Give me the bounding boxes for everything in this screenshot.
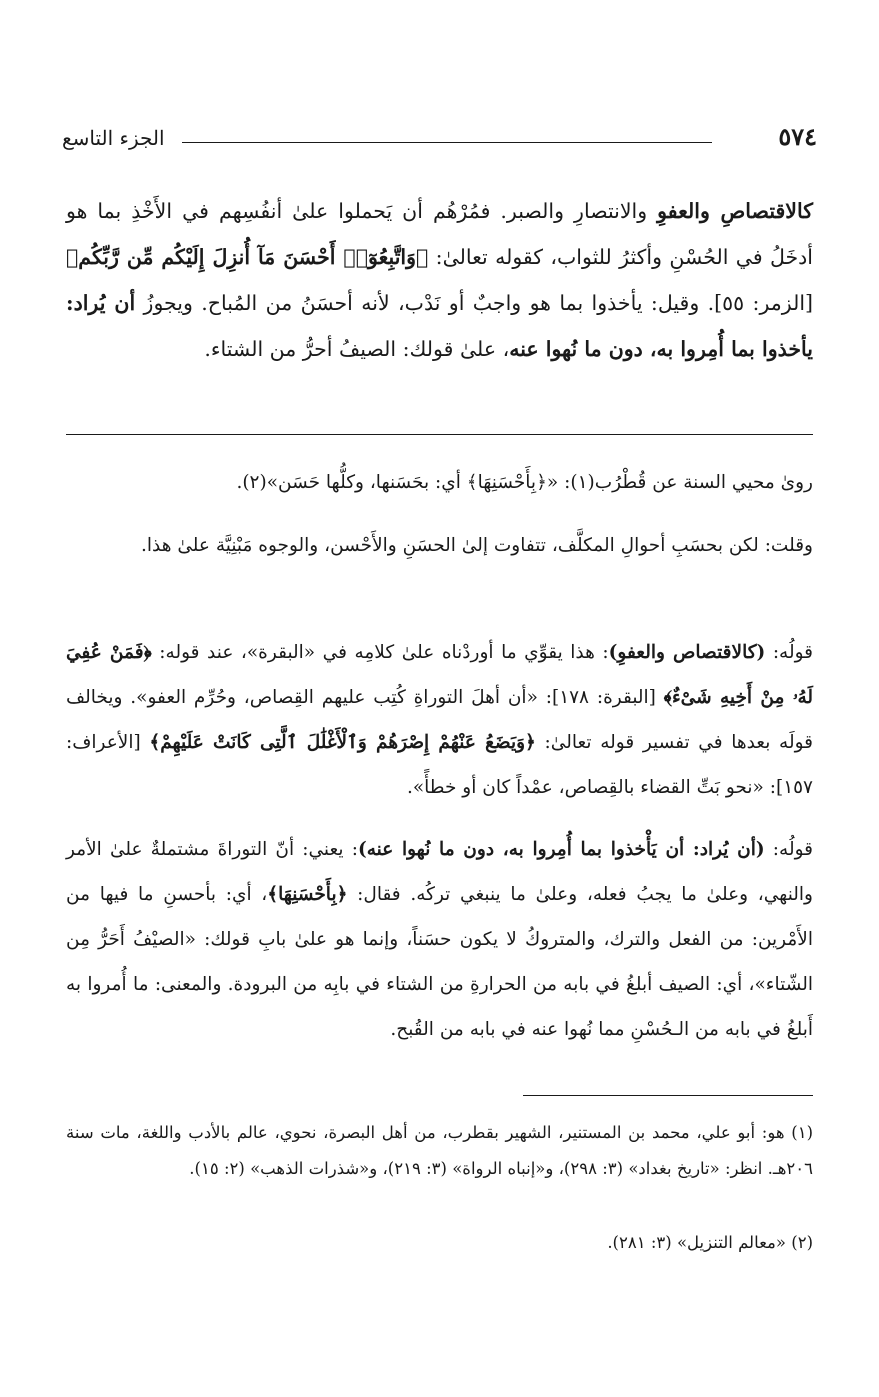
p4-text-b: ، أي: بأحسنِ ما فيها من الأَمْرين: من الفعل والترك، والمتروكُ لا يكون حسَناً، وإنما هو علىٰ بابِ قولك: «الصيْفُ أَحَرُّ مِن الشّتاء»، أي: الصيف أبلغُ في بابه من الحرارةِ من الشتاء في بابِه من البرودة. والمعنى: ما أُمروا به أَبلغُ في بابه من الـحُسْنِ مما نُهوا عنه في بابه من القُبح.	[66, 884, 813, 1040]
main-text-1: والانتصارِ والصبر. فمُرْهُم أن يَحملوا علىٰ أنفُسِهم في الأَخْذِ بما هو أدخَلُ في الحُسْنِ وأكثرُ للثواب، كقوله تعالىٰ:	[66, 199, 814, 269]
p4-heading: (أن يُراد: أن يَأْخذوا بما أُمِروا به، دون ما نُهوا عنه)	[357, 839, 765, 860]
main-bold-2: أن يُراد: يأخذوا بما أُمِروا به، دون ما نُهوا عنه	[66, 291, 813, 361]
main-text	[66, 188, 813, 372]
p4-text-a: : يعني: أنّ التوراةَ مشتملةٌ علىٰ الأمر والنهي، وعلىٰ ما يجبُ فعله، وعلىٰ ما ينبغي تركُه. فقال:	[66, 839, 813, 905]
volume-title: الجزء التاسع	[62, 126, 165, 150]
footnote-1: (١) هو: أبو علي، محمد بن المستنير، الشهير بقطرب، من أهل البصرة، نحوي، عالم بالأدب واللغة، مات سنة ٢٠٦هـ. انظر: «تاريخ بغداد» (٣: ٢٩٨)، و«إنباه الرواة» (٣: ٢١٩)، و«شذرات الذهب» (٢: ١٥).	[66, 1123, 813, 1178]
commentary-paragraph-4	[66, 827, 813, 1052]
p3-quran-1: ﴿فَمَنْ عُفِيَ لَهُۥ مِنْ أَخِيهِ شَىْءٌ﴾	[66, 642, 813, 708]
p3-lead: قولُه:	[765, 642, 814, 663]
footnote-2: (٢) «معالم التنزيل» (٣: ٢٨١).	[607, 1233, 813, 1252]
commentary-paragraph-1: روىٰ محيي السنة عن قُطْرُب(١): «﴿بِأَحْسَنِهَا﴾ أي: بحَسَنها، وكلُّها حَسَن»(٢).	[236, 472, 813, 493]
p3-text-a: : هذا يقوِّي ما أوردْناه علىٰ كلامِه في «البقرة»، عند قوله:	[151, 642, 609, 663]
page-number: ٥٧٤	[778, 122, 817, 151]
main-text-3: ، علىٰ قولك: الصيفُ أحرُّ من الشتاء.	[204, 337, 510, 361]
p3-heading: (كالاقتصاص والعفوِ)	[608, 642, 766, 663]
footnote-separator	[523, 1095, 813, 1096]
commentary-paragraph-3	[66, 630, 813, 810]
p3-text-b: [البقرة: ١٧٨]: «أن أهلَ التوراةِ كُتِب عليهم القِصاص، وحُرِّم العفو». ويخالف قولَه بعدها في تفسير قوله تعالىٰ:	[66, 687, 813, 753]
quran-verse-1: ﴿وَاتَّبِعُوٓا۟ أَحْسَنَ مَآ أُنزِلَ إِلَيْكُم مِّن رَّبِّكُم﴾	[66, 245, 429, 269]
main-text-2: [الزمر: ٥٥]. وقيل: يأخذوا بما هو واجبٌ أو نَدْب، لأنه أحسَنُ من المُباح. ويجوزُ	[135, 291, 814, 315]
main-separator	[66, 434, 813, 435]
p4-lead: قولُه:	[764, 839, 813, 860]
p4-quran: ﴿بِأَحْسَنِهَا﴾	[267, 884, 348, 905]
commentary-paragraph-2: وقلت: لكن بحسَبِ أحوالِ المكلَّف، تتفاوت إلىٰ الحسَنِ والأَحْسن، والوجوه مَبْنِيَّة علىٰ هذا.	[140, 535, 813, 556]
p3-text-c: [الأعراف: ١٥٧]: «نحو بَتِّ القضاء بالقِصاص، عمْداً كان أو خطأً».	[66, 732, 813, 798]
header-rule	[182, 142, 712, 143]
p3-quran-2: ﴿وَيَضَعُ عَنْهُمْ إِصْرَهُمْ وَٱلْأَغْلَٰلَ ٱلَّتِى كَانَتْ عَلَيْهِمْ﴾	[149, 732, 536, 753]
running-header	[62, 122, 817, 162]
main-bold-1: كالاقتصاصِ والعفوِ	[657, 199, 813, 223]
